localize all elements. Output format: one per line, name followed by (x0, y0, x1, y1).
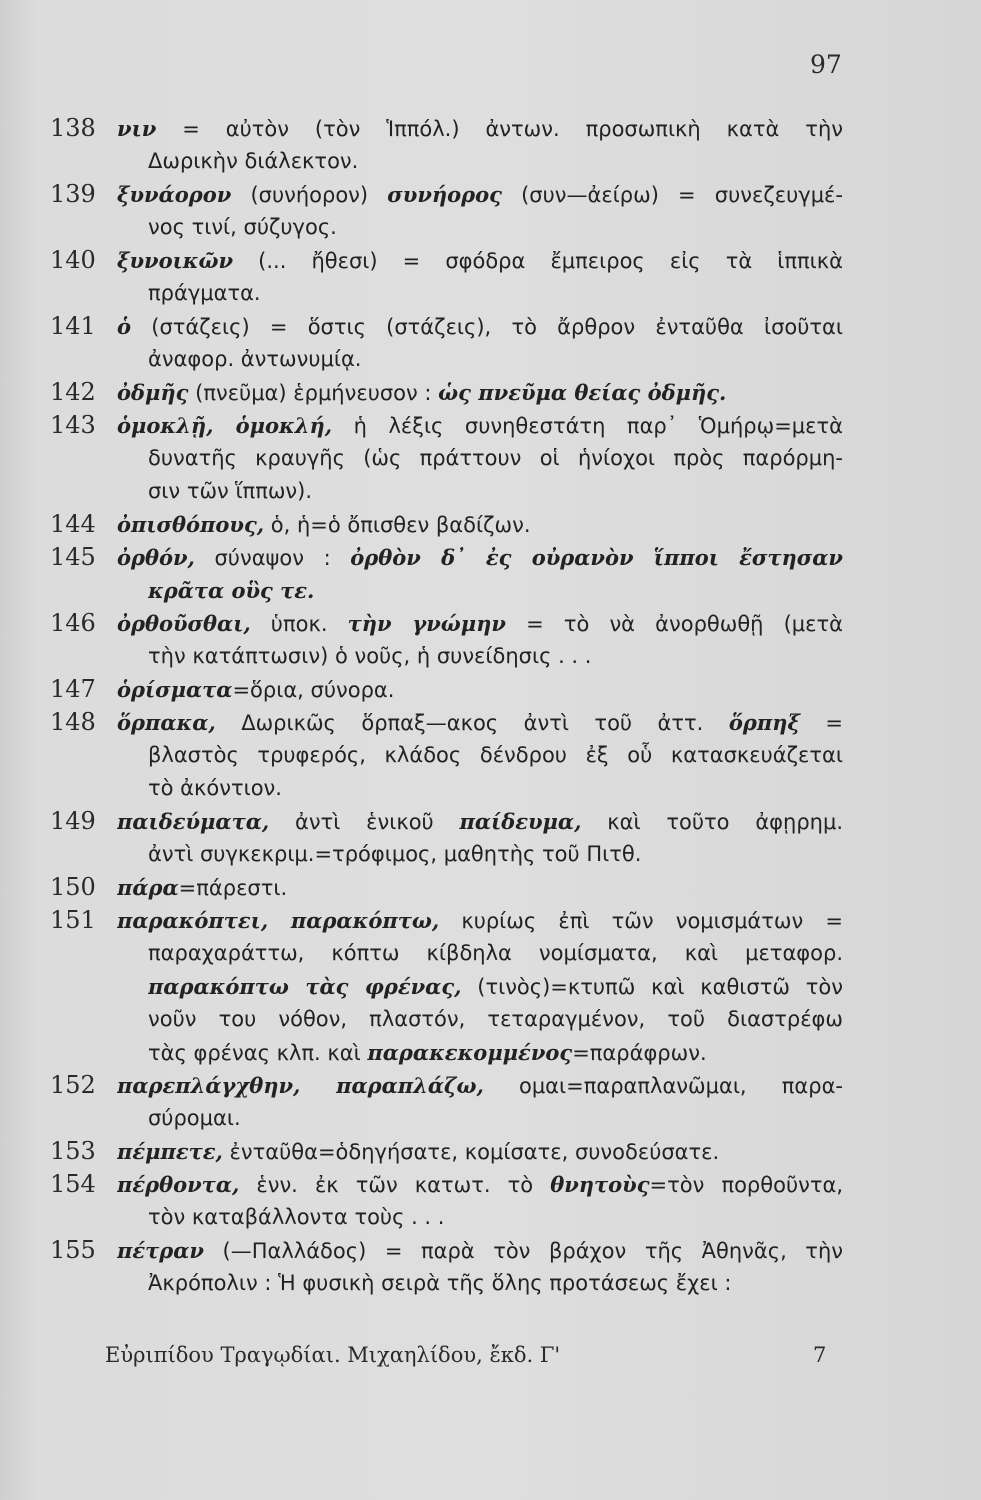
entry-line (117, 805, 843, 838)
entry-line (117, 508, 843, 541)
glossary-entry (0, 673, 981, 706)
glossary-entry (0, 310, 981, 376)
glossary-entry (0, 1168, 981, 1234)
definition-text: = αὐτὸν (τὸν Ἱππόλ.) ἀντων. προσωπικὴ κατὰ τὴν (156, 117, 843, 141)
entry-number: 151 (50, 906, 96, 934)
definition-text: (πνεῦμα) ἑρμήνευσον : (188, 381, 439, 405)
headword: ὡς πνεῦμα θείας ὀδμῆς. (438, 380, 727, 405)
entry-line (148, 277, 843, 310)
headword: ὀρθόν, (117, 545, 195, 570)
entry-number: 149 (50, 807, 96, 835)
entry-line (117, 1069, 843, 1102)
definition-text: (τινὸς)=κτυπῶ καὶ καθιστῶ τὸν (461, 975, 843, 999)
headword: ὅρπηξ (728, 710, 800, 735)
definition-text: ἡ λέξις συνηθεστάτη παρ᾽ Ὁμήρῳ=μετὰ (332, 414, 843, 438)
entry-number: 154 (50, 1170, 96, 1198)
entry-number: 143 (50, 411, 96, 439)
definition-text: τὴν κατάπτωσιν) ὁ νοῦς, ἡ συνείδησις . . . (148, 644, 592, 668)
headword: ὁμοκλῇ, ὁμοκλή, (117, 413, 333, 438)
definition-text: (συνήορον) (231, 183, 388, 207)
headword: πέμπετε, (117, 1139, 223, 1164)
entry-line (117, 409, 843, 442)
definition-text: (συν—ἀείρω) = συνεζευγμέ- (501, 183, 843, 207)
definition-text: =τὸν πορθοῦντα, (649, 1173, 843, 1197)
entry-number: 148 (50, 708, 96, 736)
definition-text: νοῦν του νόθον, πλαστόν, τεταραγμένον, τοῦ διαστρέφω (148, 1007, 843, 1031)
definition-text: ἀναφορ. ἀντωνυμίᾳ. (148, 347, 362, 371)
headword: παρακόπτει, παρακόπτω, (117, 908, 440, 933)
entry-line (117, 1135, 843, 1168)
definition-text: Δωρικὴν διάλεκτον. (148, 149, 359, 173)
entry-line (117, 541, 843, 574)
glossary-entry (0, 1234, 981, 1300)
definition-text: τὸν καταβάλλοντα τοὺς . . . (148, 1205, 445, 1229)
headword: θνητοὺς (550, 1172, 650, 1197)
page-number: 97 (810, 50, 842, 79)
glossary-entry (0, 508, 981, 541)
footer-title: Εὐριπίδου Τραγῳδίαι. Μιχαηλίδου, ἔκδ. Γ' (105, 1343, 561, 1367)
glossary-entries (0, 112, 981, 1300)
definition-text: ἐνταῦθα=ὁδηγήσατε, κομίσατε, συνοδεύσατε. (222, 1140, 720, 1164)
glossary-entry (0, 607, 981, 673)
entry-number: 146 (50, 609, 96, 637)
headword: παρεπλάγχθην, παραπλάζω, (117, 1073, 484, 1098)
headword: ὀδμῆς (117, 380, 189, 405)
glossary-entry (0, 1069, 981, 1135)
entry-line (117, 871, 843, 904)
definition-text: (—Παλλάδος) = παρὰ τὸν βράχον τῆς Ἀθηνᾶς, τὴν (203, 1239, 843, 1263)
glossary-entry (0, 112, 981, 178)
definition-text: ομαι=παραπλανῶμαι, παρα- (483, 1074, 843, 1098)
headword: παρακεκομμένος (367, 1040, 573, 1065)
headword: παρακόπτω τὰς φρένας, (148, 974, 462, 999)
entry-line (117, 607, 843, 640)
definition-text: =παράφρων. (572, 1041, 707, 1065)
definition-text: καὶ τοῦτο ἀφῃρημ. (581, 810, 843, 834)
definition-text: τὸ ἀκόντιον. (148, 776, 282, 800)
entry-line (148, 772, 843, 805)
definition-text: ἀντὶ ἑνικοῦ (269, 810, 460, 834)
entry-line (117, 706, 843, 739)
entry-line (148, 145, 843, 178)
headword: συνήορος (387, 182, 502, 207)
headword: παιδεύματα, (117, 809, 270, 834)
headword: πέτραν (117, 1238, 204, 1263)
headword: παίδευμα, (459, 809, 582, 834)
entry-line (148, 937, 843, 970)
entry-line (148, 1102, 843, 1135)
entry-number: 138 (50, 114, 96, 142)
definition-text: =ὅρια, σύνορα. (232, 678, 395, 702)
definition-text: (στάζεις) = ὅστις (στάζεις), τὸ ἄρθρον ἐνταῦθα ἰσοῦται (131, 315, 843, 339)
entry-line (117, 310, 843, 343)
entry-line (117, 376, 843, 409)
glossary-entry (0, 541, 981, 607)
entry-line (148, 475, 843, 508)
headword: ξυνοικῶν (117, 248, 234, 273)
headword: τὴν γνώμην (347, 611, 506, 636)
definition-text: πράγματα. (148, 281, 261, 305)
entry-line (148, 1003, 843, 1036)
entry-line (148, 1201, 843, 1234)
entry-line (117, 1234, 843, 1267)
entry-line (148, 574, 843, 607)
entry-number: 145 (50, 543, 96, 571)
glossary-entry (0, 409, 981, 508)
definition-text: = τὸ νὰ ἀνορθωθῇ (μετὰ (506, 612, 843, 636)
headword: πέρθοντα, (117, 1172, 240, 1197)
glossary-entry (0, 805, 981, 871)
entry-line (148, 640, 843, 673)
entry-number: 142 (50, 378, 96, 406)
definition-text: νος τινί, σύζυγος. (148, 215, 337, 239)
definition-text: = (799, 711, 843, 735)
definition-text: ὑποκ. (250, 612, 348, 636)
definition-text: σύρομαι. (148, 1106, 241, 1130)
entry-number: 144 (50, 510, 96, 538)
entry-number: 150 (50, 873, 96, 901)
entry-line (117, 178, 843, 211)
entry-line (117, 673, 843, 706)
definition-text: ὁ, ἡ=ὁ ὄπισθεν βαδίζων. (264, 513, 531, 537)
definition-text: Ἀκρόπολιν : Ἡ φυσικὴ σειρὰ τῆς ὅλης προτάσεως ἔχει : (148, 1271, 732, 1295)
entry-line (148, 1036, 843, 1069)
glossary-entry (0, 1135, 981, 1168)
entry-line (117, 1168, 843, 1201)
glossary-entry (0, 244, 981, 310)
glossary-entry (0, 706, 981, 805)
glossary-entry (0, 376, 981, 409)
entry-number: 153 (50, 1137, 96, 1165)
glossary-entry (0, 178, 981, 244)
headword: κρᾶτα οὓς τε. (148, 578, 315, 603)
entry-line (117, 244, 843, 277)
entry-number: 141 (50, 312, 96, 340)
entry-line (148, 343, 843, 376)
entry-line (148, 442, 843, 475)
page-footer (105, 1343, 825, 1367)
entry-number: 140 (50, 246, 96, 274)
headword: πάρα (117, 875, 179, 900)
definition-text: ἀντὶ συγκεκριμ.=τρόφιμος, μαθητὴς τοῦ Πιτθ. (148, 842, 642, 866)
definition-text: δυνατῆς κραυγῆς (ὡς πράττουν οἱ ἡνίοχοι πρὸς παρόρμη- (148, 446, 843, 470)
definition-text: παραχαράττω, κόπτω κίβδηλα νομίσματα, καὶ μεταφορ. (148, 941, 843, 965)
glossary-entry (0, 904, 981, 1069)
headword: νιν (117, 116, 157, 141)
entry-line (117, 112, 843, 145)
entry-number: 155 (50, 1236, 96, 1264)
definition-text: σύναψον : (194, 546, 351, 570)
headword: ὀπισθόπους, (117, 512, 265, 537)
entry-line (148, 1267, 843, 1300)
definition-text: σιν τῶν ἵππων). (148, 479, 313, 503)
headword: ὁρίσματα (117, 677, 233, 702)
headword: ὀρθοῦσθαι, (117, 611, 251, 636)
definition-text: =πάρεστι. (178, 876, 288, 900)
entry-line (117, 904, 843, 937)
entry-number: 147 (50, 675, 96, 703)
entry-number: 152 (50, 1071, 96, 1099)
headword: ὀρθὸν δ᾽ ἐς οὐρανὸν ἵπποι ἔστησαν (350, 545, 843, 570)
definition-text: (... ἤθεσι) = σφόδρα ἔμπειρος εἰς τὰ ἱππικὰ (233, 249, 843, 273)
entry-number: 139 (50, 180, 96, 208)
entry-line (148, 970, 843, 1003)
headword: ὅρπακα, (117, 710, 216, 735)
entry-line (148, 838, 843, 871)
definition-text: βλαστὸς τρυφερός, κλάδος δένδρου ἐξ οὗ κατασκευάζεται (148, 743, 843, 767)
entry-line (148, 739, 843, 772)
glossary-entry (0, 871, 981, 904)
definition-text: ἑνν. ἐκ τῶν κατωτ. τὸ (239, 1173, 551, 1197)
headword: ξυνάορον (117, 182, 232, 207)
headword: ὁ (117, 314, 132, 339)
definition-text: κυρίως ἐπὶ τῶν νομισμάτων = (439, 909, 843, 933)
definition-text: Δωρικῶς ὅρπαξ—ακος ἀντὶ τοῦ ἀττ. (215, 711, 729, 735)
entry-line (148, 211, 843, 244)
signature-mark: 7 (813, 1343, 827, 1367)
definition-text: τὰς φρένας κλπ. καὶ (148, 1041, 368, 1065)
